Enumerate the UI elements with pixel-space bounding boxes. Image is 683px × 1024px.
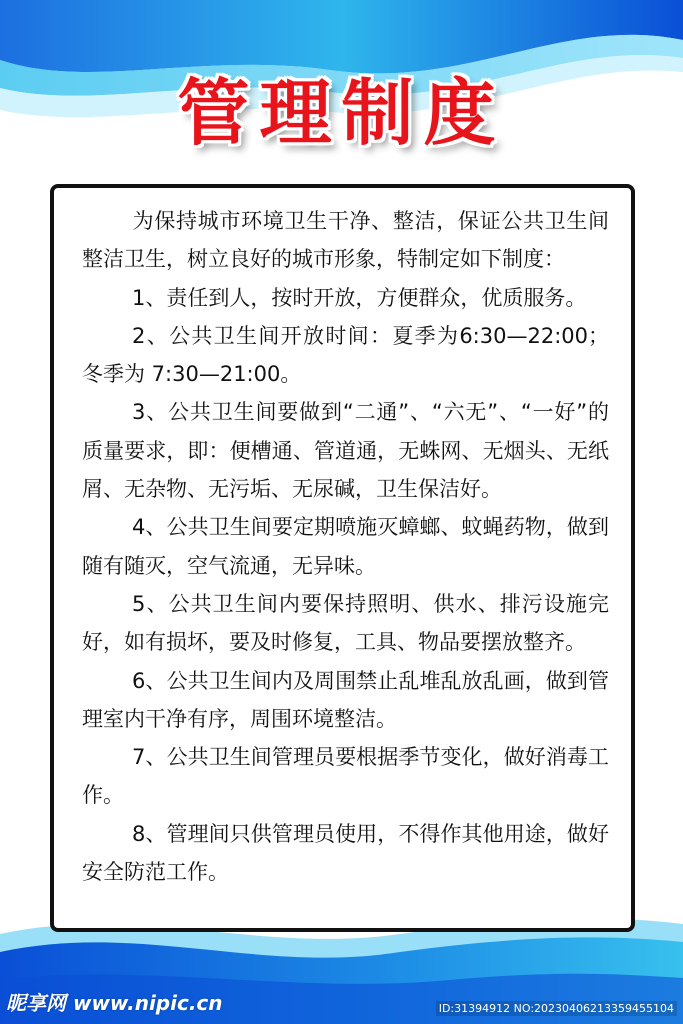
rule-2: 2、公共卫生间开放时间：夏季为6:30—22:00；冬季为 7:30—21:00。 [82,323,609,387]
intro-paragraph: 为保持城市环境卫生干净、整洁，保证公共卫生间整洁卫生，树立良好的城市形象，特制定如下制度： [82,209,609,272]
rule-4: 4、公共卫生间要定期喷施灭蟑螂、蚊蝇药物，做到随有随灭，空气流通，无异味。 [82,515,609,578]
rules-board [50,184,635,932]
page-title: 管理制度 [177,71,506,155]
rule-7: 7、公共卫生间管理员要根据季节变化，做好消毒工作。 [82,745,609,808]
rule-8: 8、管理间只供管理员使用，不得作其他用途，做好安全防范工作。 [82,821,609,885]
image-id-text: ID:31394912 NO:20230406213359455104 [436,1001,677,1016]
rule-6: 6、公共卫生间内及周围禁止乱堆乱放乱画，做到管理室内干净有序，周围环境整洁。 [82,668,609,731]
rule-5: 5、公共卫生间内要保持照明、供水、排污设施完好，如有损坏，要及时修复，工具、物品要摆放整齐。 [82,591,609,655]
rule-1: 1、责任到人，按时开放，方便群众，优质服务。 [132,285,587,310]
watermark-logo: 昵享网 www.nipic.cn [6,991,223,1015]
rule-3: 3、公共卫生间要做到“二通”、“六无”、“一好”的质量要求，即：便槽通、管道通，无蛛网、无烟头、无纸屑、无杂物、无污垢、无尿碱，卫生保洁好。 [82,400,609,502]
